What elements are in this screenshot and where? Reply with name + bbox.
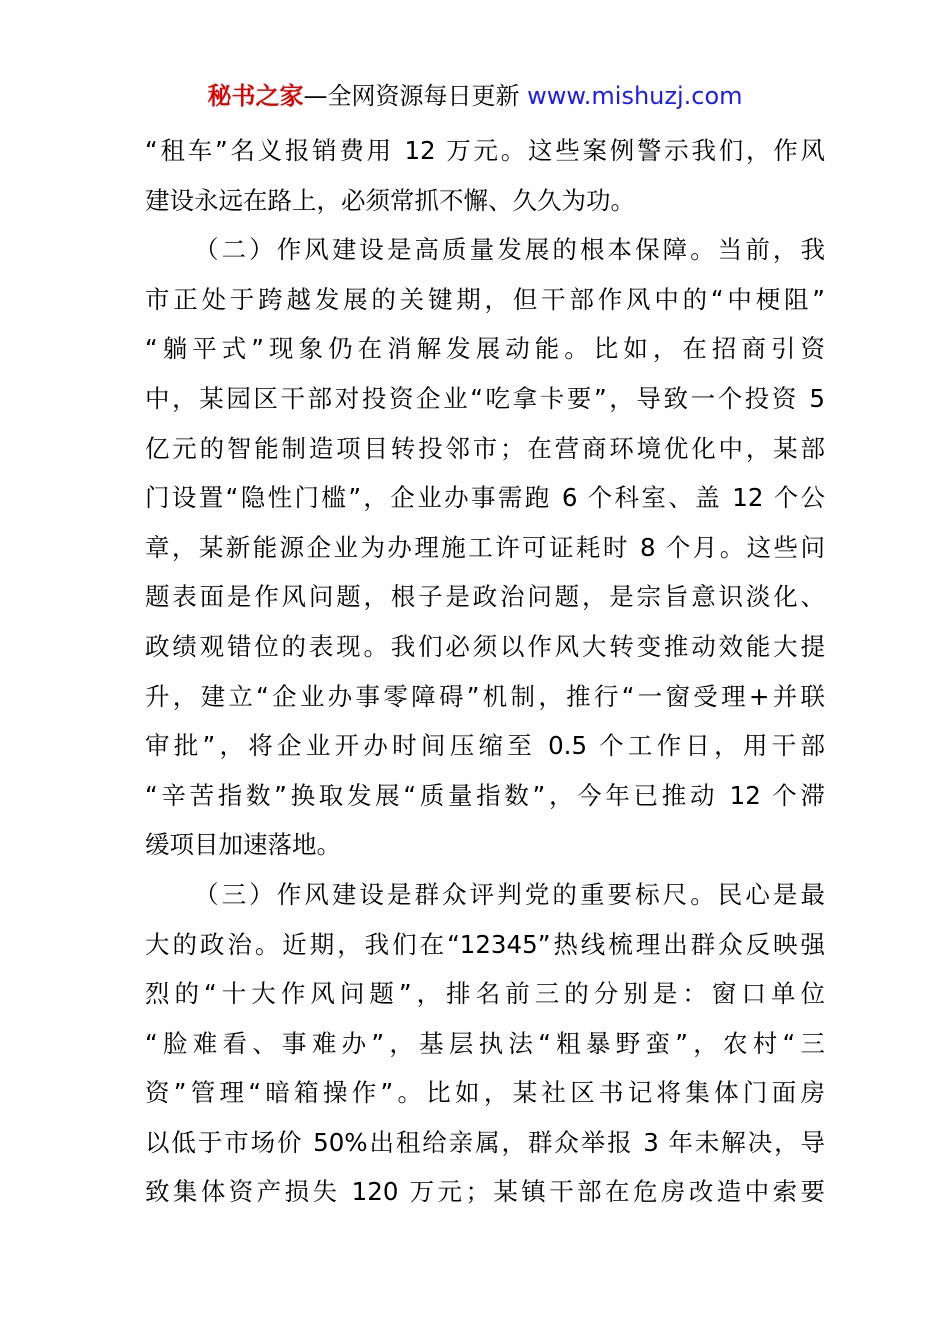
text-line: 中，某园区干部对投资企业“吃拿卡要”，导致一个投资 5 <box>145 383 825 413</box>
text-line: “脸难看、事难办”，基层执法“粗暴野蛮”，农村“三 <box>145 1028 825 1058</box>
text-line: 大的政治。近期，我们在“12345”热线梳理出群众反映强 <box>145 929 825 959</box>
text-line: 章，某新能源企业为办理施工许可证耗时 8 个月。这些问 <box>145 532 825 562</box>
header-tagline: —全网资源每日更新 <box>303 82 528 110</box>
text-line: 市正处于跨越发展的关键期，但干部作风中的“中梗阻” <box>145 284 825 314</box>
text-line: 资”管理“暗箱操作”。比如，某社区书记将集体门面房 <box>145 1078 825 1108</box>
text-line: 以低于市场价 50%出租给亲属，群众举报 3 年未解决，导 <box>145 1127 825 1157</box>
text-line: “辛苦指数”换取发展“质量指数”，今年已推动 12 个滞 <box>145 780 825 810</box>
text-line: （二）作风建设是高质量发展的根本保障。当前，我 <box>194 235 825 265</box>
page-header <box>0 78 950 114</box>
text-line: “租车”名义报销费用 12 万元。这些案例警示我们，作风 <box>145 136 825 165</box>
text-line: 缓项目加速落地。 <box>145 830 341 860</box>
text-line: 升，建立“企业办事零障碍”机制，推行“一窗受理+并联 <box>145 681 825 711</box>
website-link[interactable]: www.mishuzj.com <box>527 82 743 110</box>
text-line: 致集体资产损失 120 万元；某镇干部在危房改造中索要 <box>145 1177 825 1207</box>
text-line: 审批”，将企业开办时间压缩至 0.5 个工作日，用干部 <box>145 731 825 761</box>
document-body <box>145 126 825 1217</box>
brand-name: 秘书之家 <box>207 82 304 110</box>
text-line: 政绩观错位的表现。我们必须以作风大转变推动效能大提 <box>145 631 825 661</box>
text-line: 亿元的智能制造项目转投邻市；在营商环境优化中，某部 <box>145 433 825 463</box>
text-line: “躺平式”现象仍在消解发展动能。比如，在招商引资 <box>145 334 825 364</box>
text-line: 题表面是作风问题，根子是政治问题，是宗旨意识淡化、 <box>145 582 825 612</box>
text-line: （三）作风建设是群众评判党的重要标尺。民心是最 <box>194 879 825 909</box>
text-line: 烈的“十大作风问题”，排名前三的分别是：窗口单位 <box>145 979 825 1009</box>
text-line: 门设置“隐性门槛”，企业办事需跑 6 个科室、盖 12 个公 <box>145 483 825 513</box>
text-line: 建设永远在路上，必须常抓不懈、久久为功。 <box>145 185 635 215</box>
